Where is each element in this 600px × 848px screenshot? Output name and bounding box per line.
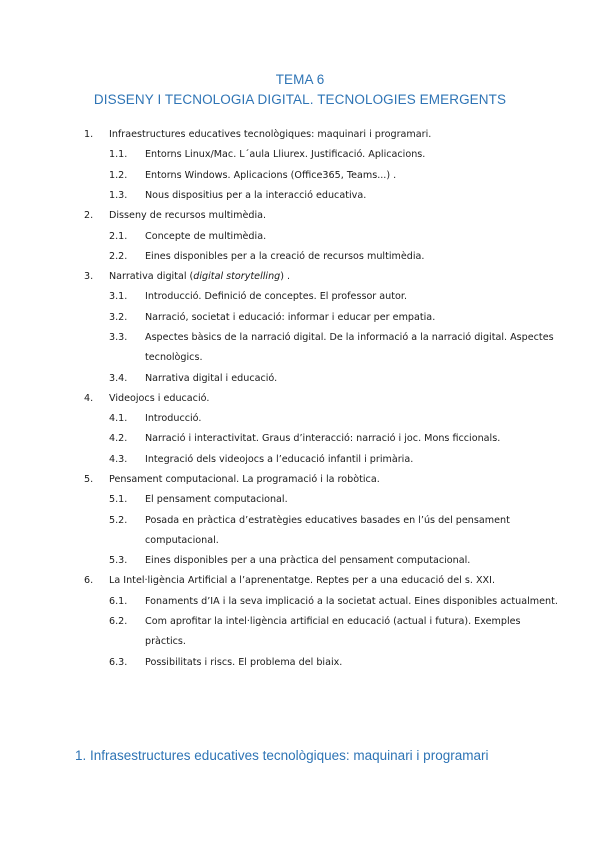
toc-subitem-number: 1.2. xyxy=(109,170,128,181)
toc-subitem-number: 5.1. xyxy=(109,494,128,505)
document-title: TEMA 6 xyxy=(275,72,325,87)
toc-subitem-number: 6.3. xyxy=(109,657,128,668)
toc-subitem-number: 6.1. xyxy=(109,596,128,607)
toc-item-number: 1. xyxy=(84,129,94,140)
toc-subitem-number: 5.2. xyxy=(109,515,128,526)
toc-item-text: La Intel·ligència Artificial a l’aprenentatge. Reptes per a una educació del s. XXI. xyxy=(109,575,496,586)
toc-subitem-text: Posada en pràctica d’estratègies educatives basades en l’ús del pensament xyxy=(145,515,510,526)
toc-subitem-number: 2.2. xyxy=(109,251,128,262)
toc-item-number: 5. xyxy=(84,474,94,485)
toc-subitem-number: 1.1. xyxy=(109,149,128,160)
toc-subitem-text: Eines disponibles per a una pràctica del pensament computacional. xyxy=(145,555,471,566)
toc-item-number: 6. xyxy=(84,575,94,586)
toc-subitem-number: 3.4. xyxy=(109,373,128,384)
toc-item-text: Videojocs i educació. xyxy=(109,393,210,404)
toc-subitem-text-continuation: pràctics. xyxy=(145,636,186,647)
toc-subitem-text: Com aprofitar la intel·ligència artificial en educació (actual i futura). Exemples xyxy=(145,616,521,627)
toc-subitem-number: 2.1. xyxy=(109,231,128,242)
document-subtitle: DISSENY I TECNOLOGIA DIGITAL. TECNOLOGIES EMERGENTS xyxy=(93,92,507,107)
toc-item-number: 4. xyxy=(84,393,94,404)
toc-subitem-text: Concepte de multimèdia. xyxy=(145,231,267,242)
toc-subitem-text-continuation: computacional. xyxy=(145,535,219,546)
toc-subitem-text: Introducció. Definició de conceptes. El professor autor. xyxy=(145,291,408,302)
toc-subitem-number: 3.1. xyxy=(109,291,128,302)
toc-subitem-text: Possibilitats i riscs. El problema del biaix. xyxy=(145,657,343,668)
toc-subitem-text: Aspectes bàsics de la narració digital. De la informació a la narració digital. Aspectes xyxy=(145,332,554,343)
toc-subitem-number: 4.1. xyxy=(109,413,128,424)
toc-item-text: Infraestructures educatives tecnològiques: maquinari i programari. xyxy=(109,129,432,140)
toc-subitem-text-continuation: tecnològics. xyxy=(145,352,203,363)
toc-item-text: Pensament computacional. La programació i la robòtica. xyxy=(109,474,380,485)
toc-item-text: Disseny de recursos multimèdia. xyxy=(109,210,267,221)
toc-subitem-text: Fonaments d’IA i la seva implicació a la societat actual. Eines disponibles actualment. xyxy=(145,596,558,607)
toc-subitem-number: 1.3. xyxy=(109,190,128,201)
toc-subitem-number: 4.2. xyxy=(109,433,128,444)
toc-item-italic-term: digital storytelling xyxy=(193,271,281,282)
toc-subitem-text: Introducció. xyxy=(145,413,202,424)
section-heading: 1. Infrasestructures educatives tecnològiques: maquinari i programari xyxy=(75,748,489,763)
toc-subitem-number: 4.3. xyxy=(109,454,128,465)
toc-subitem-number: 5.3. xyxy=(109,555,128,566)
toc-subitem-text: Entorns Windows. Aplicacions (Office365, Teams...) . xyxy=(145,170,397,181)
toc-subitem-text: Integració dels videojocs a l’educació infantil i primària. xyxy=(145,454,414,465)
toc-subitem-text: Nous dispositius per a la interacció educativa. xyxy=(145,190,367,201)
toc-subitem-number: 3.2. xyxy=(109,312,128,323)
toc-subitem-text: El pensament computacional. xyxy=(145,494,288,505)
toc-item-number: 3. xyxy=(84,271,94,282)
toc-subitem-text: Entorns Linux/Mac. L´aula Lliurex. Justificació. Aplicacions. xyxy=(145,149,426,160)
toc-subitem-text: Eines disponibles per a la creació de recursos multimèdia. xyxy=(145,251,425,262)
toc-item-number: 2. xyxy=(84,210,94,221)
toc-subitem-number: 3.3. xyxy=(109,332,128,343)
toc-subitem-text: Narració i interactivitat. Graus d’interacció: narració i joc. Mons ficcionals. xyxy=(145,433,501,444)
toc-subitem-number: 6.2. xyxy=(109,616,128,627)
toc-subitem-text: Narració, societat i educació: informar i educar per empatia. xyxy=(145,312,436,323)
toc-item-text: Narrativa digital (digital storytelling) . xyxy=(109,271,291,282)
toc-subitem-text: Narrativa digital i educació. xyxy=(145,373,278,384)
